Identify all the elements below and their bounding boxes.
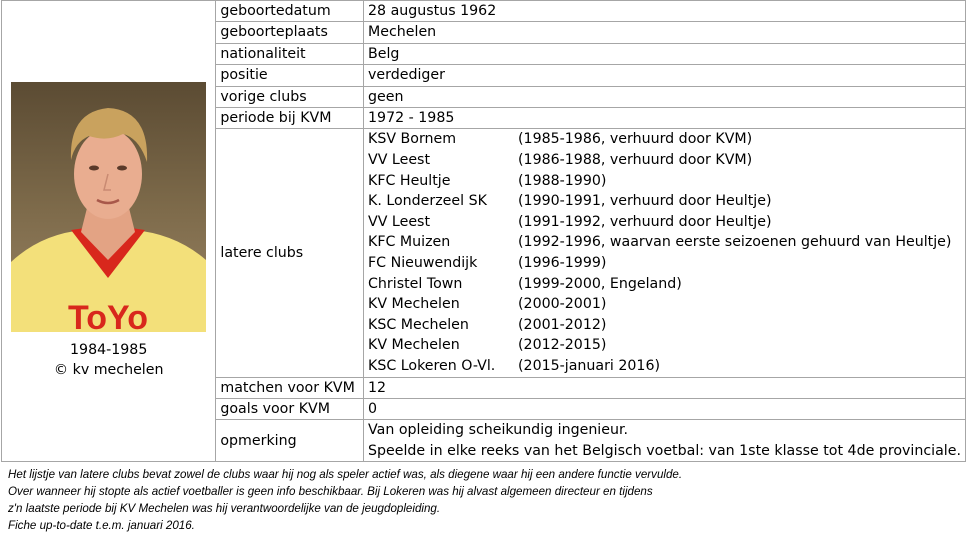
caption-credit: © kv mechelen [53,362,164,379]
player-photo [11,82,206,332]
club-line [368,315,961,336]
club-period: (1986-1988, verhuurd door KVM) [518,152,753,169]
value-opmerking [364,420,966,462]
opmerking-line-2: Speelde in elke reeks van het Belgisch voetbal: van 1ste klasse tot 4de provinciale. [368,442,961,459]
club-name: K. Londerzeel SK [368,193,487,210]
photo-cell [2,1,216,462]
club-period: (2012-2015) [518,337,607,354]
club-name: KV Mechelen [368,296,460,313]
club-period: (2000-2001) [518,296,607,313]
club-period: (2015-januari 2016) [518,357,661,374]
label-goals-voor-kvm: goals voor KVM [216,398,364,419]
club-name: KSV Bornem [368,131,457,148]
club-name: VV Leest [368,152,431,169]
club-line [368,212,961,233]
label-positie: positie [216,65,364,86]
club-line [368,274,961,295]
club-line [368,232,961,253]
value-goals-voor-kvm: 0 [364,398,966,419]
footnote-line-2: Over wanneer hij stopte als actief voetballer is geen info beschikbaar. Bij Lokeren was hij alvast algemeen directeur en tijdens [8,485,653,498]
label-periode-bij-kvm: periode bij KVM [216,108,364,129]
club-period: (1988-1990) [518,172,607,189]
label-vorige-clubs: vorige clubs [216,86,364,107]
club-name: VV Leest [368,213,431,230]
label-latere-clubs: latere clubs [216,129,364,377]
club-name: KFC Muizen [368,234,451,251]
value-nationaliteit: Belg [364,43,966,64]
club-line [368,356,961,377]
value-latere-clubs [364,129,966,377]
club-name: FC Nieuwendijk [368,255,478,271]
club-name: KFC Heultje [368,172,451,189]
club-line [368,191,961,212]
label-nationaliteit: nationaliteit [216,43,364,64]
club-period: (1999-2000, Engeland) [518,275,682,292]
value-geboorteplaats: Mechelen [364,22,966,43]
club-period: (1992-1996, waarvan eerste seizoenen gehuurd van Heultje) [518,234,952,251]
footnote [8,466,682,534]
club-period: (2001-2012) [518,316,607,333]
value-matchen-voor-kvm: 12 [364,377,966,398]
club-line [368,335,961,356]
player-portrait-image [11,82,206,332]
row-geboortedatum [2,1,966,22]
opmerking-line-1: Van opleiding scheikundig ingenieur. [368,422,629,439]
footnote-line-3: z'n laatste periode bij KV Mechelen was hij verantwoordelijke van de jeugdopleiding. [8,502,441,515]
value-periode-bij-kvm: 1972 - 1985 [364,108,966,129]
label-matchen-voor-kvm: matchen voor KVM [216,377,364,398]
footnote-line-4: Fiche up-to-date t.e.m. januari 2016. [8,519,195,532]
club-line [368,253,961,274]
club-period: (1991-1992, verhuurd door Heultje) [518,213,772,230]
club-period: (1990-1991, verhuurd door Heultje) [518,193,772,210]
club-line [368,129,961,150]
label-geboortedatum: geboortedatum [216,1,364,22]
club-name: KV Mechelen [368,337,460,354]
value-positie: verdediger [364,65,966,86]
club-line [368,150,961,171]
club-period: (1996-1999) [518,255,607,271]
club-period: (1985-1986, verhuurd door KVM) [518,131,753,148]
player-info-table [1,0,966,462]
value-vorige-clubs: geen [364,86,966,107]
club-name: KSC Lokeren O-Vl. [368,357,496,374]
caption-years: 1984-1985 [70,342,148,359]
value-geboortedatum: 28 augustus 1962 [364,1,966,22]
jersey-sponsor-text: ToYo [68,299,149,333]
club-name: Christel Town [368,275,463,292]
label-geboorteplaats: geboorteplaats [216,22,364,43]
footnote-line-1: Het lijstje van latere clubs bevat zowel de clubs waar hij nog als speler actief was, als diegene waar hij een andere functie vervulde. [8,468,683,481]
club-line [368,171,961,192]
photo-caption [2,340,215,380]
club-name: KSC Mechelen [368,316,469,333]
club-line [368,294,961,315]
label-opmerking: opmerking [216,420,364,462]
